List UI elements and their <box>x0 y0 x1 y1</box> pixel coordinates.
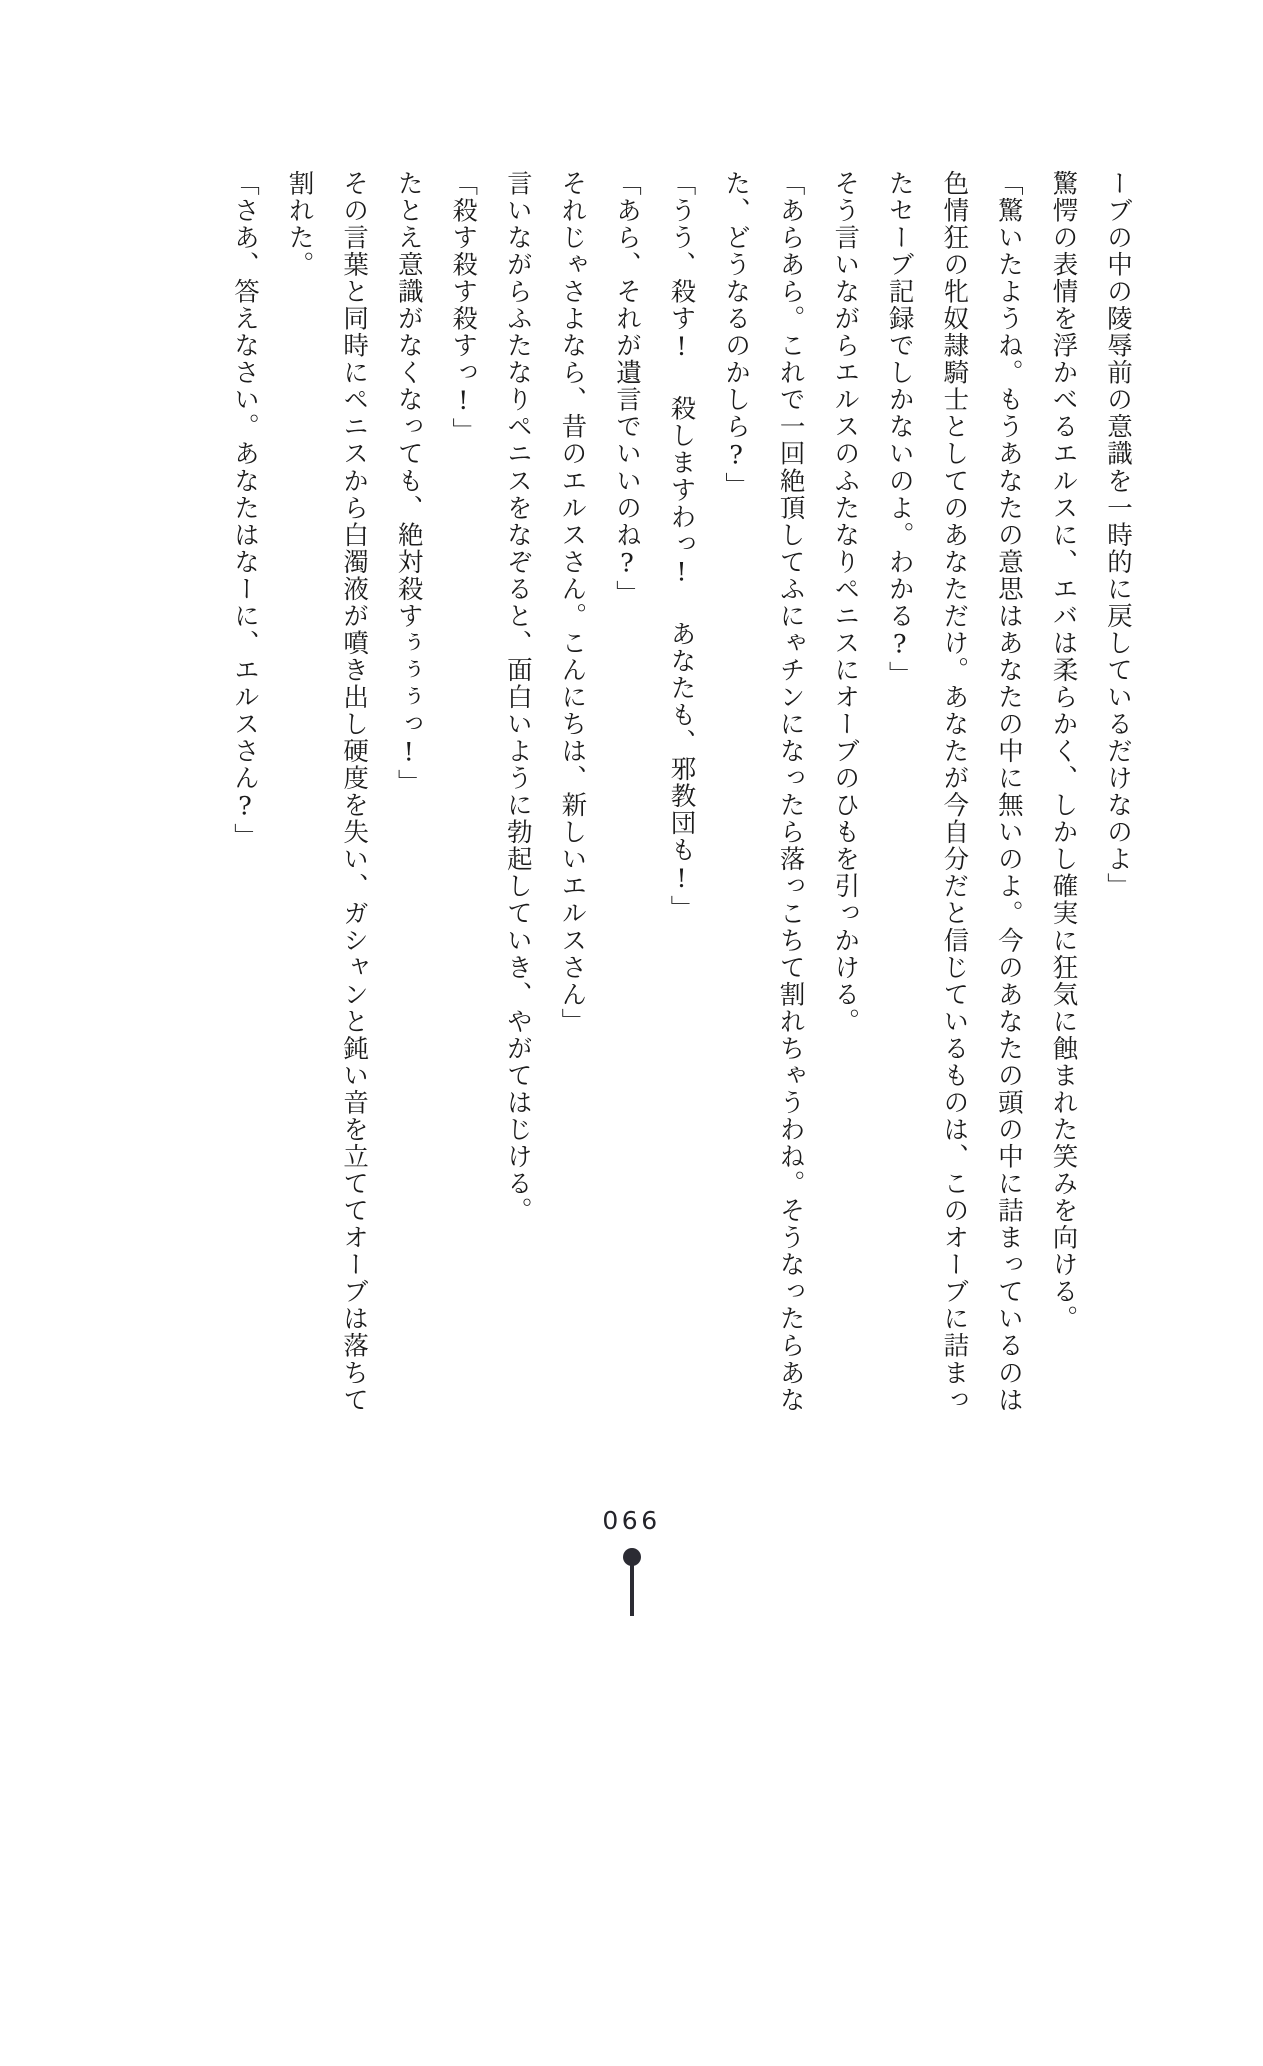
paragraph: 「あら、それが遺言でいいのね?」 <box>611 170 642 607</box>
paragraph: 言いながらふたなりペニスをなぞると、面白いように勃起していき、やがてはじける。 <box>502 170 533 1225</box>
paragraph: 「うう、殺す! 殺しますわっ! あなたも、邪教団も!」 <box>666 170 697 923</box>
paragraph: そう言いながらエルスのふたなりペニスにオーブのひもを引っかける。 <box>830 170 861 1035</box>
paragraph: 「殺す殺す殺すっ!」 <box>448 170 479 445</box>
paragraph: 「驚いたようね。もうあなたの意思はあなたの中に無いのよ。今のあなたの頭の中に詰まっているのは色情狂の牝奴隷騎士としてのあなただけ。あなたが今自分だと信じているものは、このオーブに詰まったセーブ記録でしかないのよ。わかる?」 <box>884 170 1024 1414</box>
paragraph: たとえ意識がなくなっても、絶対殺すぅぅぅっ!」 <box>393 170 424 797</box>
paragraph: ーブの中の陵辱前の意識を一時的に戻しているだけなのよ」 <box>1103 170 1133 900</box>
paragraph: 「あらあら。これで一回絶頂してふにゃチンになったら落っこちて割れちゃうわね。そうなったらあなた、どうなるのかしら?」 <box>721 170 806 1414</box>
page-body-text <box>135 170 1145 1420</box>
paragraph: それじゃさよなら、昔のエルスさん。こんにちは、新しいエルスさん」 <box>557 170 588 1035</box>
bottom-marker-stem-icon <box>630 1564 634 1616</box>
paragraph: その言葉と同時にペニスから白濁液が噴き出し硬度を失い、ガシャンと鈍い音を立ててオーブは落ちて割れた。 <box>284 170 370 1414</box>
paragraph: 「さあ、答えなさい。あなたはなーに、エルスさん?」 <box>230 170 260 851</box>
paragraph: 驚愕の表情を浮かべるエルスに、エバは柔らかく、しかし確実に狂気に蝕まれた笑みを向ける。 <box>1048 170 1079 1333</box>
page-number: 066 <box>602 1506 661 1535</box>
